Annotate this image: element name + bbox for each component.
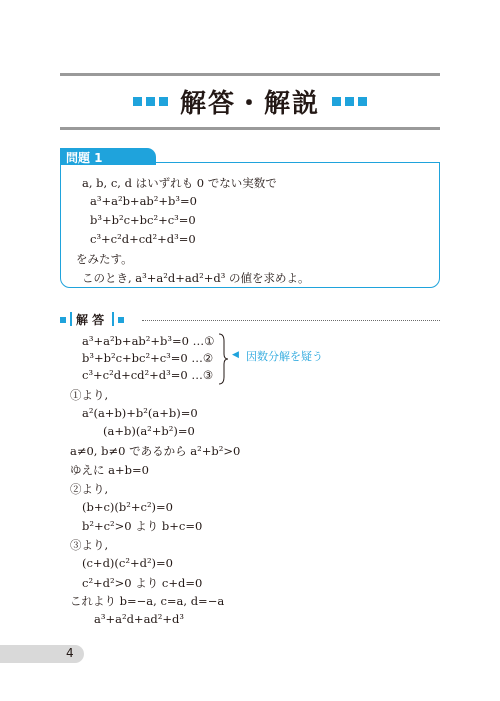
equation-2: b³+b²c+bc²+c³=0 …② — [82, 351, 214, 365]
solution-line: c²+d²>0 より c+d=0 — [82, 576, 203, 590]
bottom-rule — [60, 127, 440, 130]
solution-header — [60, 311, 440, 329]
square-icon — [118, 317, 124, 323]
solution-line: (b+c)(b²+c²)=0 — [82, 500, 173, 514]
page-title: 解答・解説 — [179, 88, 320, 119]
solution-line: b²+c²>0 より b+c=0 — [82, 519, 203, 533]
page-title-row — [60, 84, 440, 118]
solution-line: (c+d)(c²+d²)=0 — [82, 556, 173, 570]
equation-1: a³+a²b+ab²+b³=0 …① — [82, 334, 215, 348]
page-number: 4 — [66, 646, 74, 660]
square-icon — [358, 97, 367, 106]
problem-tab — [60, 148, 156, 165]
solution-line: これより b=−a, c=a, d=−a — [70, 594, 225, 608]
square-icon — [133, 97, 142, 106]
solution-line: ②より, — [70, 482, 109, 496]
page-number-tab — [0, 645, 84, 663]
solution-label: 解 答 — [76, 313, 105, 327]
problem-line: をみたす。 — [76, 252, 133, 266]
solution-line: (a+b)(a²+b²)=0 — [103, 424, 195, 438]
problem-label: 問題 1 — [66, 151, 103, 165]
square-icon — [159, 97, 168, 106]
solution-header-bar — [70, 312, 72, 326]
solution-line: a³+a²d+ad²+d³ — [94, 612, 185, 626]
note-arrow-icon: ◀ — [232, 350, 239, 360]
side-note: 因数分解を疑う — [246, 350, 323, 363]
right-brace — [218, 333, 228, 385]
solution-line: a²(a+b)+b²(a+b)=0 — [82, 406, 198, 420]
problem-line: a, b, c, d はいずれも 0 でない実数で — [82, 176, 277, 190]
equation-3: c³+c²d+cd²+d³=0 …③ — [82, 368, 214, 382]
square-icon — [345, 97, 354, 106]
problem-line: b³+b²c+bc²+c³=0 — [90, 213, 196, 227]
square-icon — [60, 317, 66, 323]
top-rule — [60, 73, 440, 76]
solution-line: ①より, — [70, 388, 109, 402]
problem-line: このとき, a³+a²d+ad²+d³ の値を求めよ。 — [82, 271, 310, 285]
solution-line: ゆえに a+b=0 — [70, 463, 149, 477]
dotted-rule — [142, 320, 440, 321]
square-icon — [332, 97, 341, 106]
solution-line: ③より, — [70, 538, 109, 552]
solution-header-bar — [112, 312, 114, 326]
square-icon — [146, 97, 155, 106]
problem-line: c³+c²d+cd²+d³=0 — [90, 232, 196, 246]
problem-line: a³+a²b+ab²+b³=0 — [90, 194, 197, 208]
solution-line: a≠0, b≠0 であるから a²+b²>0 — [70, 444, 241, 458]
